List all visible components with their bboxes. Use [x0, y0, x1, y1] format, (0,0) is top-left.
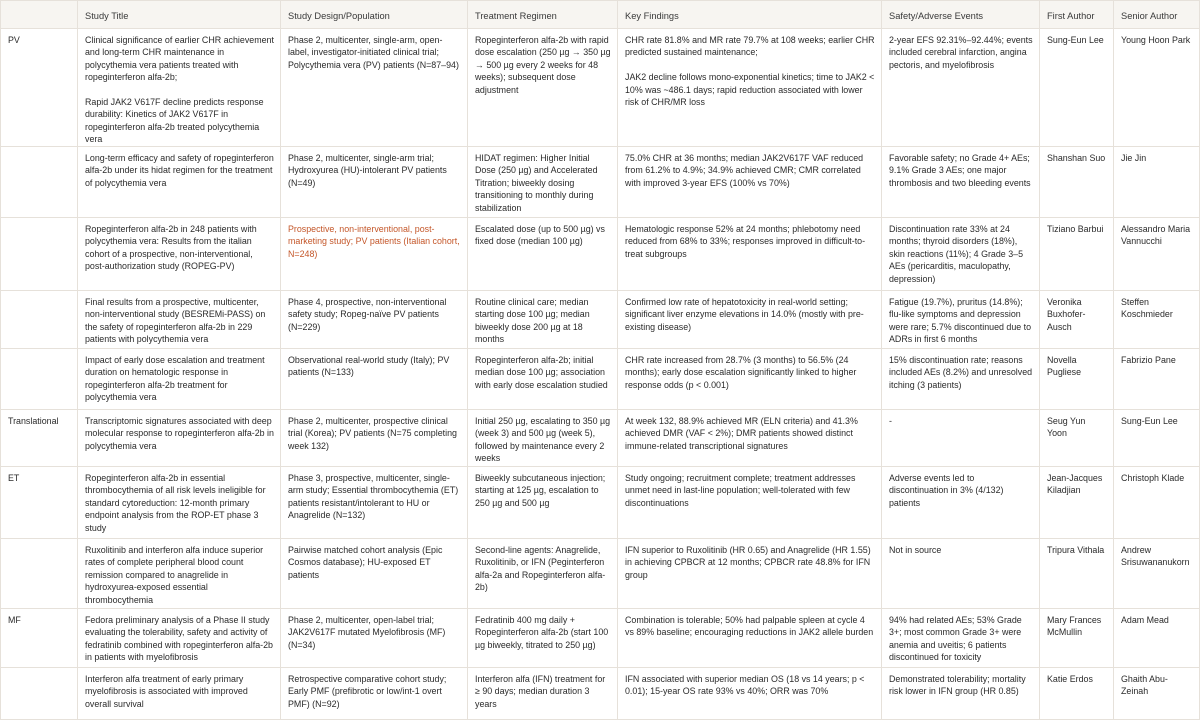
cell-key-findings[interactable]: IFN superior to Ruxolitinib (HR 0.65) and Anagrelide (HR 1.55) in achieving CPBCR at 12 months; CPBCR rate 48.8% for IFN group	[618, 539, 882, 609]
cell-study-design[interactable]: Phase 2, multicenter, single-arm trial; Hydroxyurea (HU)-intolerant PV patients (N=49)	[281, 147, 468, 218]
cell-key-findings[interactable]: CHR rate 81.8% and MR rate 79.7% at 108 weeks; earlier CHR predicted sustained maintenance; JAK2 decline follows mono-exponential kinetics; time to JAK2 < 10% was ~486.1 days; rapid reduction associated with lower risk of CHR/MR loss	[618, 29, 882, 147]
cell-senior-author[interactable]: Jie Jin	[1114, 147, 1200, 218]
cell-study-design[interactable]: Phase 2, multicenter, prospective clinical trial (Korea); PV patients (N=75 completing week 132)	[281, 410, 468, 467]
cell-first-author[interactable]: Jean-Jacques Kiladjian	[1040, 467, 1114, 539]
cell-study-design[interactable]: Phase 3, prospective, multicenter, single-arm study; Essential thrombocythemia (ET) patients resistant/intolerant to HU or Anagrelide (N=132)	[281, 467, 468, 539]
cell-senior-author[interactable]: Alessandro Maria Vannucchi	[1114, 218, 1200, 291]
cell-category[interactable]: MF	[0, 609, 78, 668]
cell-senior-author[interactable]: Adam Mead	[1114, 609, 1200, 668]
cell-first-author[interactable]: Veronika Buxhofer-Ausch	[1040, 291, 1114, 349]
cell-study-design[interactable]: Pairwise matched cohort analysis (Epic Cosmos database); HU-exposed ET patients	[281, 539, 468, 609]
cell-study-title[interactable]: Ropeginterferon alfa-2b in essential thrombocythemia of all risk levels ineligible for standard cytoreduction: 12-month primary endpoint analysis from the ROP-ET phase 3 study	[78, 467, 281, 539]
cell-category[interactable]	[0, 147, 78, 218]
cell-category[interactable]	[0, 539, 78, 609]
cell-key-findings[interactable]: Study ongoing; recruitment complete; treatment addresses unmet need in last-line population; well-tolerated with few discontinuations	[618, 467, 882, 539]
column-header-senior-author[interactable]: Senior Author	[1114, 0, 1200, 29]
cell-safety[interactable]: -	[882, 410, 1040, 467]
cell-category[interactable]	[0, 291, 78, 349]
cell-key-findings[interactable]: CHR rate increased from 28.7% (3 months) to 56.5% (24 months); early dose escalation significantly linked to higher response odds (p < 0.001)	[618, 349, 882, 410]
cell-study-design[interactable]: Observational real-world study (Italy); PV patients (N=133)	[281, 349, 468, 410]
cell-treatment-regimen[interactable]: Initial 250 µg, escalating to 350 µg (week 3) and 500 µg (week 5), followed by maintenance every 2 weeks	[468, 410, 618, 467]
cell-safety[interactable]: 2-year EFS 92.31%–92.44%; events included cerebral infarction, angina pectoris, and myelofibrosis	[882, 29, 1040, 147]
cell-category[interactable]	[0, 218, 78, 291]
cell-senior-author[interactable]: Sung-Eun Lee	[1114, 410, 1200, 467]
cell-safety[interactable]: Fatigue (19.7%), pruritus (14.8%); flu-like symptoms and depression were rare; 5.7% discontinued due to ADRs in first 6 months	[882, 291, 1040, 349]
cell-treatment-regimen[interactable]: Interferon alfa (IFN) treatment for ≥ 90 days; median duration 3 years	[468, 668, 618, 720]
cell-first-author[interactable]: Mary Frances McMullin	[1040, 609, 1114, 668]
cell-first-author[interactable]: Sung-Eun Lee	[1040, 29, 1114, 147]
cell-key-findings[interactable]: At week 132, 88.9% achieved MR (ELN criteria) and 41.3% achieved DMR (VAF < 2%); DMR patients showed distinct immune-related transcriptional signatures	[618, 410, 882, 467]
cell-safety[interactable]: Favorable safety; no Grade 4+ AEs; 9.1% Grade 3 AEs; one major thrombosis and two bleeding events	[882, 147, 1040, 218]
cell-safety[interactable]: 15% discontinuation rate; reasons included AEs (8.2%) and unresolved itching (3 patients)	[882, 349, 1040, 410]
cell-study-title[interactable]: Impact of early dose escalation and treatment duration on hematologic response in ropeginterferon alfa-2b treatment for polycythemia vera	[78, 349, 281, 410]
cell-first-author[interactable]: Novella Pugliese	[1040, 349, 1114, 410]
cell-study-title[interactable]: Interferon alfa treatment of early primary myelofibrosis is associated with improved overall survival	[78, 668, 281, 720]
cell-treatment-regimen[interactable]: Ropeginterferon alfa-2b; initial median dose 100 µg; association with early dose escalation studied	[468, 349, 618, 410]
cell-key-findings[interactable]: IFN associated with superior median OS (18 vs 14 years; p < 0.01); 15-year OS rate 93% vs 40%; ORR was 70%	[618, 668, 882, 720]
column-header-category[interactable]	[0, 0, 78, 29]
column-header-first-author[interactable]: First Author	[1040, 0, 1114, 29]
cell-treatment-regimen[interactable]: Fedratinib 400 mg daily + Ropeginterferon alfa-2b (start 100 µg biweekly, titrated to 250 µg)	[468, 609, 618, 668]
cell-treatment-regimen[interactable]: Biweekly subcutaneous injection; starting at 125 µg, escalation to 250 µg and 500 µg	[468, 467, 618, 539]
cell-senior-author[interactable]: Fabrizio Pane	[1114, 349, 1200, 410]
cell-treatment-regimen[interactable]: Ropeginterferon alfa-2b with rapid dose escalation (250 µg → 350 µg → 500 µg every 2 weeks for 48 weeks); subsequent dose adjustment	[468, 29, 618, 147]
cell-category[interactable]: ET	[0, 467, 78, 539]
cell-first-author[interactable]: Katie Erdos	[1040, 668, 1114, 720]
cell-senior-author[interactable]: Steffen Koschmieder	[1114, 291, 1200, 349]
cell-first-author[interactable]: Tripura Vithala	[1040, 539, 1114, 609]
cell-safety[interactable]: Not in source	[882, 539, 1040, 609]
cell-first-author[interactable]: Tiziano Barbui	[1040, 218, 1114, 291]
column-header-treatment-regimen[interactable]: Treatment Regimen	[468, 0, 618, 29]
cell-key-findings[interactable]: Hematologic response 52% at 24 months; phlebotomy need reduced from 68% to 33%; responses improved in difficult-to-treat subgroups	[618, 218, 882, 291]
cell-study-design[interactable]: Phase 4, prospective, non-interventional safety study; Ropeg-naïve PV patients (N=229)	[281, 291, 468, 349]
cell-category[interactable]	[0, 349, 78, 410]
cell-safety[interactable]: 94% had related AEs; 53% Grade 3+; most common Grade 3+ were anemia and uveitis; 6 patients discontinued for toxicity	[882, 609, 1040, 668]
cell-senior-author[interactable]: Ghaith Abu-Zeinah	[1114, 668, 1200, 720]
cell-category[interactable]: PV	[0, 29, 78, 147]
cell-category[interactable]	[0, 668, 78, 720]
cell-study-design[interactable]: Prospective, non-interventional, post-marketing study; PV patients (Italian cohort, N=248)	[281, 218, 468, 291]
cell-study-design[interactable]: Phase 2, multicenter, single-arm, open-label, investigator-initiated clinical trial; Polycythemia vera (PV) patients (N=87–94)	[281, 29, 468, 147]
cell-first-author[interactable]: Seug Yun Yoon	[1040, 410, 1114, 467]
column-header-study-title[interactable]: Study Title	[78, 0, 281, 29]
cell-treatment-regimen[interactable]: HIDAT regimen: Higher Initial Dose (250 µg) and Accelerated Titration; biweekly dosing transitioning to monthly during stabilization	[468, 147, 618, 218]
cell-safety[interactable]: Adverse events led to discontinuation in 3% (4/132) patients	[882, 467, 1040, 539]
cell-treatment-regimen[interactable]: Escalated dose (up to 500 µg) vs fixed dose (median 100 µg)	[468, 218, 618, 291]
cell-study-title[interactable]: Clinical significance of earlier CHR achievement and long-term CHR maintenance in polycythemia vera patients treated with ropeginterferon alfa-2b; Rapid JAK2 V617F decline predicts response durability: Kinetics of JAK2 V617F in ropeginterferon alfa-2b treated polycythemia vera	[78, 29, 281, 147]
cell-senior-author[interactable]: Young Hoon Park	[1114, 29, 1200, 147]
cell-category[interactable]: Translational	[0, 410, 78, 467]
cell-safety[interactable]: Discontinuation rate 33% at 24 months; thyroid disorders (18%), skin reactions (11%); 4 Grade 3–5 AEs (pericarditis, maculopathy, depression)	[882, 218, 1040, 291]
cell-key-findings[interactable]: Confirmed low rate of hepatotoxicity in real-world setting; significant liver enzyme elevations in 14.0% (mostly with pre-existing disease)	[618, 291, 882, 349]
cell-senior-author[interactable]: Andrew Srisuwananukorn	[1114, 539, 1200, 609]
cell-first-author[interactable]: Shanshan Suo	[1040, 147, 1114, 218]
cell-study-title[interactable]: Ropeginterferon alfa-2b in 248 patients with polycythemia vera: Results from the italian cohort of a prospective, non-interventional, post-authorization study (ROPEG-PV)	[78, 218, 281, 291]
cell-study-title[interactable]: Ruxolitinib and interferon alfa induce superior rates of complete peripheral blood count remission compared to anagrelide in hydroxyurea-exposed essential thrombocythemia	[78, 539, 281, 609]
column-header-safety[interactable]: Safety/Adverse Events	[882, 0, 1040, 29]
cell-key-findings[interactable]: Combination is tolerable; 50% had palpable spleen at cycle 4 vs 89% baseline; encouraging reductions in JAK2 allele burden	[618, 609, 882, 668]
cell-senior-author[interactable]: Christoph Klade	[1114, 467, 1200, 539]
cell-study-design[interactable]: Phase 2, multicenter, open-label trial; JAK2V617F mutated Myelofibrosis (MF) (N=34)	[281, 609, 468, 668]
cell-study-title[interactable]: Long-term efficacy and safety of ropeginterferon alfa-2b under its hidat regimen for the treatment of polycythemia vera	[78, 147, 281, 218]
cell-safety[interactable]: Demonstrated tolerability; mortality risk lower in IFN group (HR 0.85)	[882, 668, 1040, 720]
column-header-key-findings[interactable]: Key Findings	[618, 0, 882, 29]
cell-treatment-regimen[interactable]: Second-line agents: Anagrelide, Ruxolitinib, or IFN (Peginterferon alfa-2a and Ropeginterferon alfa-2b)	[468, 539, 618, 609]
column-header-study-design[interactable]: Study Design/Population	[281, 0, 468, 29]
cell-study-title[interactable]: Final results from a prospective, multicenter, non-interventional study (BESREMi-PASS) on the safety of ropeginterferon alfa-2b in 229 patients with polycythemia vera	[78, 291, 281, 349]
cell-study-title[interactable]: Transcriptomic signatures associated with deep molecular response to ropeginterferon alfa-2b in polycythemia vera	[78, 410, 281, 467]
cell-treatment-regimen[interactable]: Routine clinical care; median starting dose 100 µg; median biweekly dose 200 µg at 18 months	[468, 291, 618, 349]
cell-key-findings[interactable]: 75.0% CHR at 36 months; median JAK2V617F VAF reduced from 61.2% to 4.9%; 34.9% achieved CMR; CMR correlated with improved 3-year EFS (100% vs 70%)	[618, 147, 882, 218]
cell-study-design[interactable]: Retrospective comparative cohort study; Early PMF (prefibrotic or low/int-1 overt PMF) (N=92)	[281, 668, 468, 720]
cell-study-title[interactable]: Fedora preliminary analysis of a Phase II study evaluating the tolerability, safety and activity of fedratinib combined with ropeginterferon alfa-2b in patients with myelofibrosis	[78, 609, 281, 668]
